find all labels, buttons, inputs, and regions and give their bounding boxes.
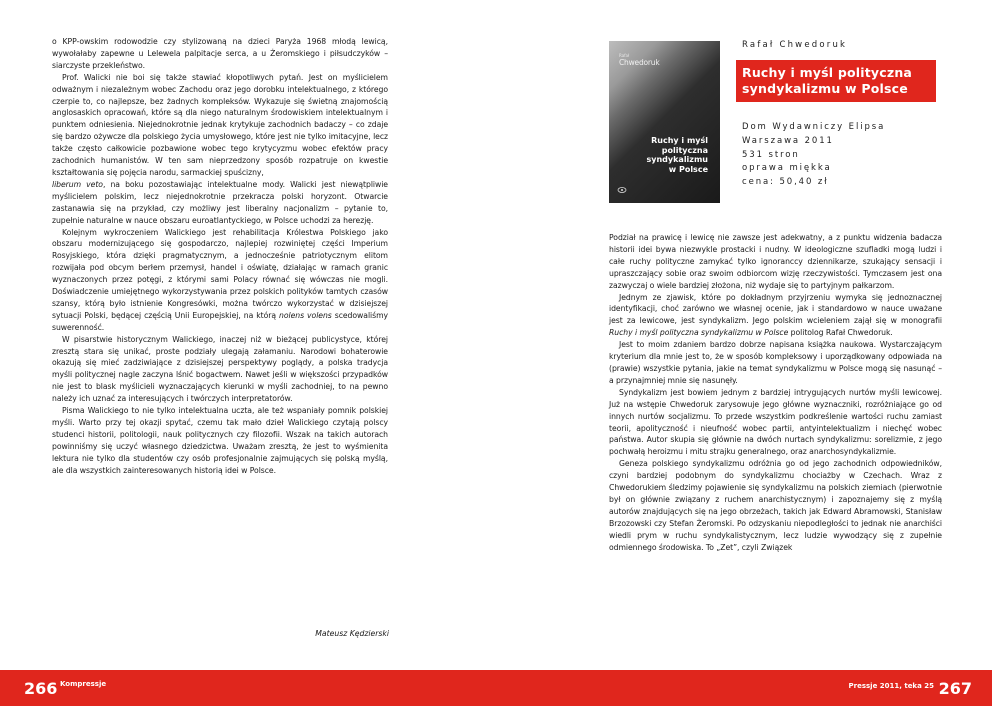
book-place-year: Warszawa 2011 — [742, 135, 834, 146]
right-paragraph-3: Jest to moim zdaniem bardzo dobrze napisana książka naukowa. Wystarczającym kryterium dla mnie jest to, że w sposób kompleksowy i uporządkowany odpowiada na (prawie) wszystkie pytania, jakie na temat syndykalizmu w Polsce mogą się nasunąć – a przynajmniej mnie się nasunęły. — [609, 340, 942, 385]
elipsa-logo-icon — [617, 185, 627, 195]
cover-title — [646, 136, 708, 174]
book-pages: 531 stron — [742, 149, 800, 160]
left-paragraph-4-b: scedowaliśmy suwerenność. — [52, 310, 389, 332]
cover-title-line: Ruchy i myśl — [651, 136, 708, 145]
book-title-line: syndykalizmu w Polsce — [742, 80, 908, 96]
footer-bar — [0, 670, 992, 706]
book-details — [742, 121, 885, 190]
book-title — [742, 65, 912, 96]
cover-author-first-name: Rafał — [619, 53, 630, 58]
book-author: Rafał Chwedoruk — [742, 40, 848, 50]
left-paragraph-5: W pisarstwie historycznym Walickiego, inaczej niż w bieżącej publicystyce, której zresztą stara się unikać, proste podziały ulegają załamaniu. Narodowi bohaterowie okazują się mieć zadziwiające z dzisiejszej perspektywy poglądy, a polska tradycja myśli politycznej nagle zaczyna lśnić bogactwem. Nawet jeśli w większości przypadków nie jest to blask myślicieli wyznaczających kierunki w myśli zachodniej, to na pewno należy ich uznać za interesujących i twórczych interpretatorów. — [52, 334, 388, 404]
right-running-title: Pressje 2011, teka 25 — [848, 682, 934, 690]
left-paragraph-3 — [52, 179, 388, 227]
book-title-box — [736, 60, 936, 102]
italic-book-title: Ruchy i myśl polityczna syndykalizmu w Polsce — [609, 328, 789, 338]
cover-title-line: w Polsce — [668, 164, 708, 174]
right-paragraph-1: Podział na prawicę i lewicę nie zawsze jest adekwatny, a z punktu widzenia badacza historii idei bywa niezwykle prostacki i nudny. W ideologiczne szufladki mogą ludzi i całe ruchy polityczne zamykać tylko ignoranccy dziennikarze, szukający sensacji i upraszczający sobie oraz swoim odbiorcom wizję rzeczywistości. Tymczasem jest ona zazwyczaj o wiele bardziej złożona, niż wydaje się to partyjnym pałkarzom. — [609, 233, 942, 290]
review-signature: Mateusz Kędzierski — [315, 629, 389, 638]
cover-title-line: syndykalizmu — [646, 155, 708, 164]
right-page-number: 267 — [938, 679, 972, 698]
book-cover — [609, 41, 720, 203]
left-article-column — [52, 36, 388, 477]
cover-title-line: polityczna — [661, 145, 708, 155]
cover-author-last-name: Chwedoruk — [619, 58, 660, 67]
left-paragraph-4-a: Kolejnym wykroczeniem Walickiego jest rehabilitacja Królestwa Polskiego jako obszaru modernizującego się gospodarczo, najlepiej rozwiniętej części Imperium Rosyjskiego, która dzięki pragmatycznym, a jednocześnie patriotycznym elitom rozwijała pod obcym berłem przemysł, handel i oświatę, działając w ramach granic wyznaczonych przez potęgi, z którymi sami Polacy równać się wówczas nie mogli. Doświadczenie umiejętnego wykorzystywania przez polskich polityków tamtych czasów szansy, którą było istnienie Kongresówki, można twórczo wykorzystać w dzisiejszej sytuacji Polski, będącej częścią Unii Europejskiej, na którą — [52, 227, 388, 320]
right-paragraph-4: Syndykalizm jest bowiem jednym z bardziej intrygujących nurtów myśli lewicowej. Już na wstępie Chwedoruk zarysowuje jego główne wyznaczniki, rozróżniające go od innych nurtów socjalizmu. To przede wszystkim podkreślenie wartości ruchu zamiast teorii, apolityczność i nieufność wobec partii, antyintelektualizm i niechęć wobec państwa. Autor skupia się głównie na dwóch nurtach syndykalizmu: sorelizmie, z jego pochwałą heroizmu i mitu strajku generalnego, oraz anarchosyndykalizmie. — [609, 387, 942, 457]
right-article-column — [609, 232, 942, 553]
right-paragraph-2 — [609, 292, 942, 340]
book-publisher: Dom Wydawniczy Elipsa — [742, 122, 886, 132]
left-page-number: 266 — [24, 679, 58, 698]
book-price: cena: 50,40 zł — [742, 177, 829, 188]
left-running-title: Kompressje — [60, 680, 107, 688]
book-title-line: Ruchy i myśl polityczna — [742, 65, 913, 80]
italic-phrase: liberum veto — [52, 179, 103, 189]
right-paragraph-5: Geneza polskiego syndykalizmu odróżnia go od jego zachodnich odpowiedników, czyni bardziej podobnym do syndykalizmu chociażby w Czechach. Wraz z Chwedorukiem śledzimy pojawienie się syndykalizmu na polskich ziemiach (pierwotnie był on głównie związany z ruchem anarchistycznym) i zapoznajemy się z myślą autorów znajdujących się na jego obrzeżach, takich jak Edward Abramowski, Stanisław Brzozowski czy Stefan Żeromski. Po odzyskaniu niepodległości to jednak nie anarchiści wiedli prym w ruchu syndykalistycznym, lecz ludzie wywodzący się z zupełnie odmiennego środowiska. To „Zet”, czyli Związek — [609, 459, 942, 552]
book-binding: oprawa miękka — [742, 163, 832, 174]
italic-phrase: nolens volens — [279, 310, 332, 320]
left-paragraph-2: Prof. Walicki nie boi się także stawiać kłopotliwych pytań. Jest on myślicielem odważnym i niezależnym wobec Zachodu oraz jego dorobku intelektualnego, z którego czerpie to, co najlepsze, bez żadnych kompleksów. Wykazuje się świetną znajomością anglosaskich opracowań, które są dla niego naturalnym środowiskiem intelektualnym i punktem odniesienia. Niejednokrotnie jednak krytykuje zachodnich badaczy – co zdaje się bardzo ożywcze dla polskiego życia umysłowego, które jest nie tylko imitacyjne, lecz także często całkowicie pozbawione wobec tego krytycyzmu wobec efektów pracy zachodnich humanistów. W ten sam nieprzedzony sposób rozpatruje on kwestie kształtowania się pojęcia narodu, sarmackiej spuścizny, — [52, 72, 388, 177]
left-paragraph-1: o KPP-owskim rodowodzie czy stylizowaną na dzieci Paryża 1968 młodą lewicą, wywołałaby zapewne u Lelewela palpitacje serca, a u Żeromskiego i piłsudczyków – siarczyste przekleństwo. — [52, 37, 388, 70]
left-paragraph-4 — [52, 227, 388, 334]
right-paragraph-2-a: Jednym ze zjawisk, które po dokładnym przyjrzeniu wymyka się jednoznacznej identyfikacji, choć zarówno we własnej ocenie, jak i standardowo w nauce uważane jest za lewicowe, jest syndykalizm. Jego polskim wcieleniem zajął się w monografii — [609, 292, 942, 326]
right-page — [496, 0, 992, 670]
left-paragraph-3-rest: , na boku pozostawiając intelektualne mody. Walicki jest niewątpliwie myślicielem polskim, lecz niejednokrotnie przekracza polski horyzont. Otwarcie zastanawia się na przykład, czy możliwy jest liberalny nacjonalizm – pytanie to, zupełnie naturalne w nauce obszaru euroatlantyckiego, w Polsce uchodzi za herezję. — [52, 179, 388, 225]
right-paragraph-2-b: politolog Rafał Chwedoruk. — [788, 328, 893, 338]
left-paragraph-6: Pisma Walickiego to nie tylko intelektualna uczta, ale też wspaniały pomnik polskiej myśli. Warto przy tej okazji spytać, czemu tak mało dzieł Walickiego czytają polscy studenci historii, politologii, nauk politycznych czy filozofii. Wszak na takich autorach powinniśmy się uczyć własnego dziedzictwa. Uważam zresztą, że jest to wyśmienita lektura nie tylko dla studentów czy osób profesjonalnie zajmujących się polską myślą, ale dla wszystkich zainteresowanych historią idei w Polsce. — [52, 406, 388, 475]
left-page — [0, 0, 496, 670]
